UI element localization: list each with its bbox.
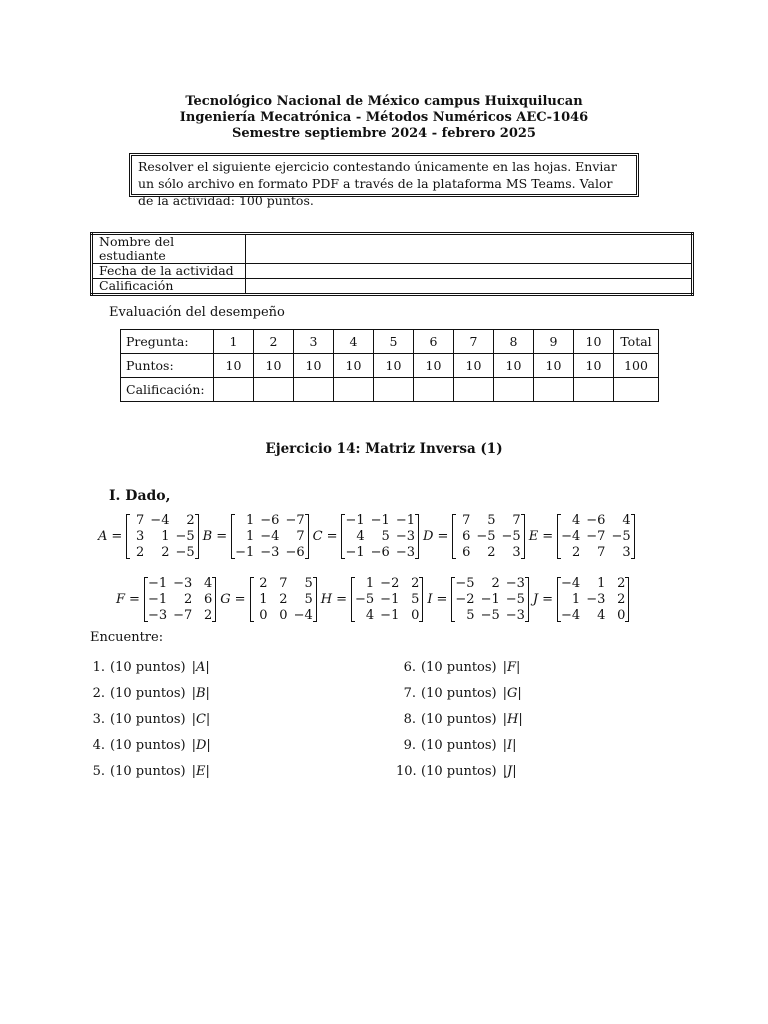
question-points: (10 puntos)	[421, 660, 497, 675]
question-points: (10 puntos)	[110, 686, 186, 701]
question-points: (10 puntos)	[110, 738, 186, 753]
exercise-title: Ejercicio 14: Matriz Inversa (1)	[265, 441, 503, 457]
matrix-bracket	[557, 513, 635, 560]
matrix-cell: 2	[617, 576, 626, 591]
matrix-row-2	[116, 576, 629, 623]
question-points-cell: 10	[334, 354, 374, 378]
matrix-cell: 2	[161, 545, 170, 560]
equals-sign: =	[234, 592, 246, 607]
question-score-cell[interactable]	[254, 378, 294, 402]
question-points: (10 puntos)	[110, 712, 186, 727]
equals-sign: =	[336, 592, 347, 607]
matrix-bracket	[451, 576, 529, 623]
matrix-cell: 7	[512, 513, 521, 528]
matrix-cell: −1	[395, 513, 415, 528]
question-points: (10 puntos)	[110, 660, 186, 675]
matrix-cell: 3	[622, 545, 631, 560]
matrix-cell: −1	[380, 592, 400, 607]
matrix-cell: −4	[561, 529, 581, 544]
matrix-name: H	[320, 592, 333, 607]
matrix-cell: −2	[380, 576, 400, 591]
student-name-field[interactable]	[246, 234, 693, 264]
question-score-cell[interactable]	[414, 378, 454, 402]
header-institution: Tecnológico Nacional de México campus Huixquilucan	[185, 94, 583, 109]
equals-sign: =	[216, 529, 228, 544]
matrix-cell: 7	[597, 545, 606, 560]
matrix-cell: 3	[512, 545, 521, 560]
determinant-expression: |F|	[502, 660, 521, 675]
matrix-cell: −6	[370, 545, 390, 560]
question-item	[85, 712, 210, 727]
matrix-cell: 4	[571, 513, 581, 528]
matrix-cell: −3	[395, 529, 415, 544]
matrix-cell: 2	[259, 576, 268, 591]
matrix-name: G	[220, 592, 231, 607]
matrix-cell: −6	[285, 545, 305, 560]
question-number: 3.	[92, 712, 105, 727]
question-points-cell: 10	[534, 354, 574, 378]
points-row-label: Puntos:	[121, 354, 214, 378]
matrix-name: E	[528, 529, 539, 544]
matrix-cell: 5	[304, 592, 313, 607]
determinant-expression: |G|	[502, 686, 522, 701]
matrix-cell: −6	[586, 513, 606, 528]
matrix-cell: −5	[611, 529, 631, 544]
matrix-bracket	[250, 576, 317, 623]
matrix-name: C	[312, 529, 323, 544]
matrix-cell: 2	[279, 592, 288, 607]
determinant-expression: |E|	[191, 764, 210, 779]
grade-field[interactable]	[246, 279, 693, 295]
question-score-cell[interactable]	[574, 378, 614, 402]
matrix-cell: −7	[285, 513, 305, 528]
find-label: Encuentre:	[90, 630, 164, 645]
question-points-cell: 10	[574, 354, 614, 378]
equals-sign: =	[542, 529, 554, 544]
matrix-cell: 2	[204, 608, 213, 623]
question-item	[396, 712, 523, 727]
matrix-d	[423, 513, 525, 560]
question-number-cell: 4	[334, 330, 374, 354]
evaluation-table	[120, 329, 659, 402]
matrix-bracket	[341, 513, 419, 560]
matrix-cell: −5	[175, 545, 195, 560]
matrix-cell: −5	[355, 592, 375, 607]
matrix-cell: 5	[466, 608, 475, 623]
matrix-cell: 2	[184, 592, 193, 607]
matrix-name: F	[116, 592, 126, 607]
matrix-cell: −1	[370, 513, 390, 528]
question-item	[85, 764, 210, 779]
matrix-cell: −3	[173, 576, 193, 591]
matrix-cell: 1	[161, 529, 170, 544]
question-points-cell: 10	[494, 354, 534, 378]
matrix-cell: 4	[365, 608, 375, 623]
matrix-bracket	[126, 513, 198, 560]
question-score-cell[interactable]	[214, 378, 254, 402]
matrix-cell: −1	[235, 545, 255, 560]
matrix-i	[427, 576, 529, 623]
question-row-label: Pregunta:	[121, 330, 214, 354]
matrix-cell: −6	[260, 513, 280, 528]
activity-date-field[interactable]	[246, 264, 693, 279]
matrix-cell: −7	[173, 608, 193, 623]
question-number: 8.	[403, 712, 416, 727]
question-number-cell: 6	[414, 330, 454, 354]
question-score-cell[interactable]	[494, 378, 534, 402]
question-number: 6.	[403, 660, 416, 675]
matrix-cell: 2	[571, 545, 581, 560]
matrix-bracket	[557, 576, 629, 623]
question-score-cell[interactable]	[454, 378, 494, 402]
matrix-cell: 5	[411, 592, 420, 607]
student-info-table	[90, 232, 694, 296]
matrix-a	[98, 513, 199, 560]
determinant-expression: |J|	[502, 764, 517, 779]
question-number-cell: Total	[614, 330, 659, 354]
matrix-cell: 2	[617, 592, 626, 607]
given-label: I. Dado,	[109, 488, 171, 504]
question-score-cell[interactable]	[534, 378, 574, 402]
matrix-cell: −5	[505, 592, 525, 607]
question-item	[396, 686, 522, 701]
matrix-cell: 5	[487, 513, 496, 528]
matrix-cell: −7	[586, 529, 606, 544]
equals-sign: =	[436, 592, 448, 607]
question-score-cell[interactable]	[614, 378, 659, 402]
matrix-cell: −3	[147, 608, 168, 623]
equals-sign: =	[129, 592, 140, 607]
determinant-expression: |H|	[502, 712, 523, 727]
question-number: 5.	[92, 764, 105, 779]
question-points: (10 puntos)	[421, 712, 497, 727]
question-number: 1.	[92, 660, 105, 675]
matrix-cell: −4	[293, 608, 313, 623]
matrix-cell: 3	[136, 529, 145, 544]
matrix-cell: −5	[480, 608, 500, 623]
matrix-cell: −4	[561, 608, 581, 623]
determinant-expression: |C|	[191, 712, 211, 727]
header-semester: Semestre septiembre 2024 - febrero 2025	[232, 126, 536, 141]
determinant-expression: |A|	[191, 660, 210, 675]
question-points: (10 puntos)	[421, 686, 497, 701]
question-points-cell: 10	[374, 354, 414, 378]
evaluation-points-row	[121, 354, 659, 378]
matrix-cell: −5	[476, 529, 496, 544]
matrix-cell: −1	[380, 608, 400, 623]
matrix-cell: 2	[136, 545, 145, 560]
matrix-name: B	[202, 529, 213, 544]
question-points: (10 puntos)	[110, 764, 186, 779]
matrix-cell: 7	[136, 513, 145, 528]
matrix-cell: −4	[150, 513, 170, 528]
matrix-cell: −4	[561, 576, 581, 591]
matrix-bracket	[144, 576, 216, 623]
matrix-cell: −3	[505, 608, 525, 623]
matrix-cell: 0	[411, 608, 420, 623]
matrix-cell: 7	[279, 576, 288, 591]
header-course: Ingeniería Mecatrónica - Métodos Numéricos AEC-1046	[179, 110, 589, 125]
matrix-cell: 0	[279, 608, 288, 623]
equals-sign: =	[437, 529, 449, 544]
equals-sign: =	[542, 592, 554, 607]
question-item	[85, 660, 210, 675]
score-row-label: Calificación:	[121, 378, 214, 402]
matrix-cell: 6	[204, 592, 213, 607]
student-name-label: Nombre del estudiante	[92, 234, 246, 264]
matrix-e	[529, 513, 635, 560]
matrix-cell: −5	[455, 576, 475, 591]
evaluation-question-row	[121, 330, 659, 354]
matrix-cell: 5	[381, 529, 390, 544]
activity-date-row	[92, 264, 693, 279]
question-item	[396, 660, 520, 675]
matrix-cell: 2	[411, 576, 420, 591]
instructions-box: Resolver el siguiente ejercicio contestando únicamente en las hojas. Enviar un sólo archivo en formato PDF a través de la plataforma MS Teams. Valor de la actividad: 100 puntos.	[129, 153, 639, 197]
matrix-cell: 1	[597, 576, 606, 591]
matrix-cell: 7	[296, 529, 305, 544]
matrix-name: A	[98, 529, 108, 544]
question-points-cell: 10	[414, 354, 454, 378]
question-number-cell: 9	[534, 330, 574, 354]
matrix-cell: 1	[246, 513, 255, 528]
matrix-b	[203, 513, 309, 560]
matrix-cell: 0	[259, 608, 268, 623]
matrix-cell: 6	[462, 529, 471, 544]
matrix-cell: 2	[186, 513, 195, 528]
matrix-name: I	[427, 592, 433, 607]
question-points: (10 puntos)	[421, 764, 497, 779]
question-number-cell: 1	[214, 330, 254, 354]
matrix-cell: −4	[260, 529, 280, 544]
question-score-cell[interactable]	[334, 378, 374, 402]
matrix-cell: 1	[259, 592, 268, 607]
matrix-cell: 6	[462, 545, 471, 560]
evaluation-score-row	[121, 378, 659, 402]
question-points-cell: 10	[214, 354, 254, 378]
question-number-cell: 2	[254, 330, 294, 354]
matrix-cell: 4	[597, 608, 606, 623]
matrix-cell: 2	[491, 576, 500, 591]
matrix-g	[220, 576, 316, 623]
equals-sign: =	[111, 529, 123, 544]
question-points-cell: 100	[614, 354, 659, 378]
matrix-c	[313, 513, 419, 560]
matrix-cell: 4	[204, 576, 213, 591]
matrix-cell: −1	[147, 576, 168, 591]
question-points-cell: 10	[454, 354, 494, 378]
question-score-cell[interactable]	[294, 378, 334, 402]
question-number: 10.	[396, 764, 417, 779]
matrix-cell: −1	[345, 513, 365, 528]
question-number-cell: 10	[574, 330, 614, 354]
matrix-cell: 0	[617, 608, 626, 623]
question-number-cell: 5	[374, 330, 414, 354]
equals-sign: =	[326, 529, 338, 544]
determinant-expression: |B|	[191, 686, 210, 701]
matrix-row-1	[98, 513, 635, 560]
matrix-bracket	[452, 513, 524, 560]
matrix-f	[116, 576, 216, 623]
matrix-cell: 2	[487, 545, 496, 560]
matrix-cell: 1	[365, 576, 375, 591]
matrix-cell: −2	[455, 592, 475, 607]
question-number-cell: 3	[294, 330, 334, 354]
question-number: 7.	[403, 686, 416, 701]
matrix-cell: −3	[505, 576, 525, 591]
question-item	[396, 764, 517, 779]
question-number-cell: 7	[454, 330, 494, 354]
matrix-j	[533, 576, 629, 623]
determinant-expression: |I|	[502, 738, 517, 753]
student-name-row	[92, 234, 693, 264]
question-number-cell: 8	[494, 330, 534, 354]
matrix-cell: 1	[571, 592, 581, 607]
determinant-expression: |D|	[191, 738, 211, 753]
matrix-cell: −3	[260, 545, 280, 560]
grade-label: Calificación	[92, 279, 246, 295]
evaluation-title: Evaluación del desempeño	[109, 305, 285, 320]
question-item	[85, 738, 211, 753]
matrix-cell: −3	[395, 545, 415, 560]
question-number: 9.	[403, 738, 416, 753]
grade-row	[92, 279, 693, 295]
matrix-cell: −1	[345, 545, 365, 560]
matrix-bracket	[351, 576, 423, 623]
matrix-name: J	[532, 592, 539, 607]
matrix-cell: 5	[304, 576, 313, 591]
question-points-cell: 10	[294, 354, 334, 378]
matrix-cell: −5	[501, 529, 521, 544]
matrix-cell: 4	[356, 529, 365, 544]
question-item	[85, 686, 210, 701]
matrix-cell: −3	[586, 592, 606, 607]
question-item	[396, 738, 517, 753]
question-number: 2.	[92, 686, 105, 701]
question-points: (10 puntos)	[421, 738, 497, 753]
matrix-cell: −5	[175, 529, 195, 544]
matrix-cell: −1	[480, 592, 500, 607]
matrix-h	[321, 576, 424, 623]
activity-date-label: Fecha de la actividad	[92, 264, 246, 279]
matrix-bracket	[231, 513, 309, 560]
matrix-name: D	[423, 529, 434, 544]
matrix-cell: 4	[622, 513, 631, 528]
question-points-cell: 10	[254, 354, 294, 378]
matrix-cell: 1	[246, 529, 255, 544]
matrix-cell: 7	[462, 513, 471, 528]
question-number: 4.	[92, 738, 105, 753]
question-score-cell[interactable]	[374, 378, 414, 402]
matrix-cell: −1	[147, 592, 168, 607]
